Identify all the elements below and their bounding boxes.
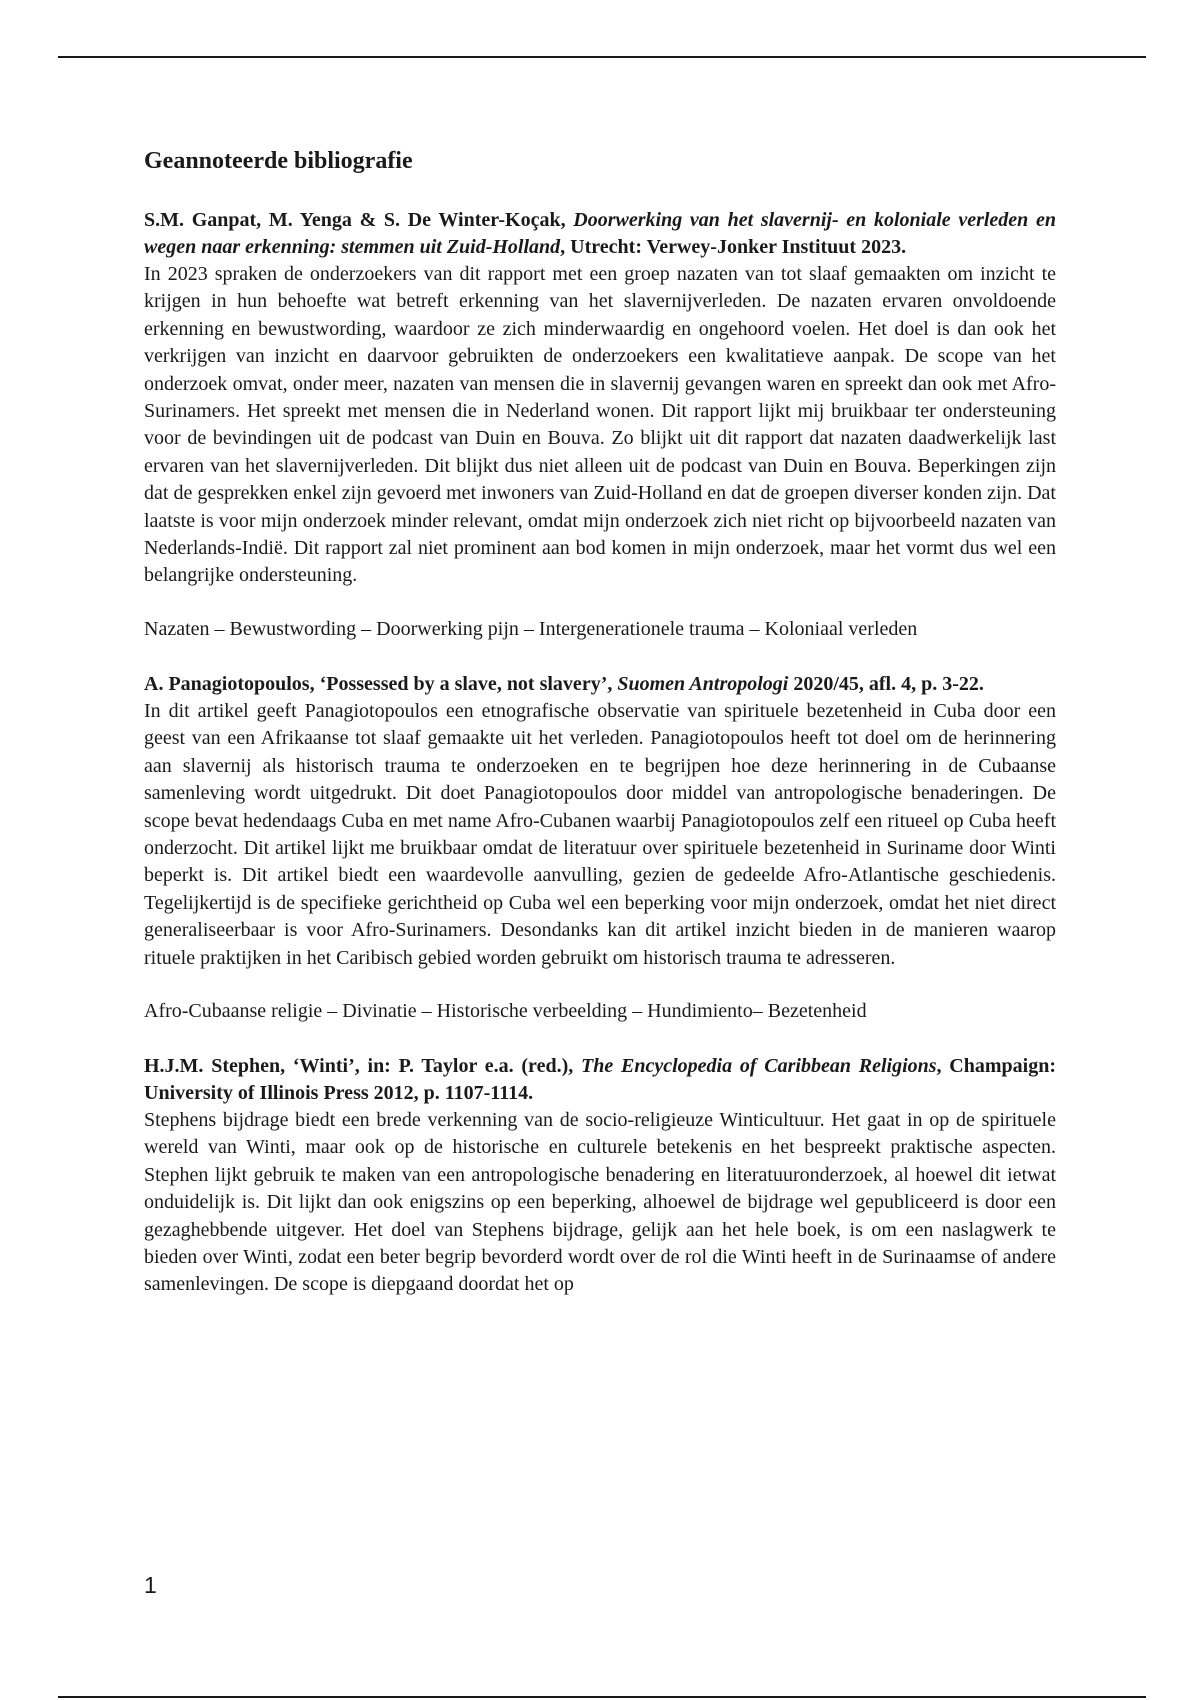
citation-publication: , Utrecht: Verwey-Jonker Instituut 2023. [560, 236, 907, 258]
citation-publication: , Champaign: University of Illinois Press 2012, p. 1107-1114. [144, 1054, 1056, 1104]
page-content [144, 145, 1056, 1327]
citation-authors: A. Panagiotopoulos, ‘Possessed by a slave, not slavery’, [144, 672, 618, 695]
citation-volume: 2020/45, afl. 4, p. 3-22. [788, 672, 984, 695]
citation-authors: S.M. Ganpat, M. Yenga & S. De Winter-Koçak, [144, 209, 574, 231]
citation-authors: H.J.M. Stephen, ‘Winti’, in: P. Taylor e.a. (red.), [144, 1054, 582, 1077]
document-title: Geannoteerde bibliografie [144, 148, 413, 174]
citation [144, 1053, 1056, 1107]
keywords: Afro-Cubaanse religie – Divinatie – Historische verbeelding – Hundimiento– Bezetenheid [144, 999, 867, 1022]
bibliography-entry [144, 207, 1056, 643]
annotation-text: In dit artikel geeft Panagiotopoulos een etnografische observatie van spirituele bezetenheid in Cuba door een geest van een Afrikaanse tot slaaf gemaakte uit het verleden. Panagiotopoulos heeft tot doel om de herinnering aan slavernij als historisch trauma te onderzoeken en te begrijpen hoe deze herinnering in de Cubaanse samenleving wordt uitgedrukt. Dit doet Panagiotopoulos door middel van antropologische benaderingen. De scope bevat hedendaags Cuba en met name Afro-Cubanen waarbij Panagiotopoulos zelf een ritueel op Cuba heeft onderzocht. Dit artikel lijkt me bruikbaar omdat de literatuur over spirituele bezetenheid in Suriname door Winti beperkt is. Dit artikel biedt een waardevolle aanvulling, gezien de gedeelde Afro-Atlantische geschiedenis. Tegelijkertijd is de specifieke gerichtheid op Cuba wel een beperking voor mijn onderzoek, omdat het niet direct generaliseerbaar is voor Afro-Surinamers. Desondanks kan dit artikel inzicht bieden in de manieren waarop rituele praktijken in het Caribisch gebied worden gebruikt om historisch trauma te adresseren. [144, 699, 1056, 969]
bibliography-entry [144, 671, 1056, 1025]
bibliography-entry [144, 1053, 1056, 1299]
top-rule [58, 56, 1146, 58]
citation-book-title: The Encyclopedia of Caribbean Religions [581, 1054, 937, 1077]
annotation-text: Stephens bijdrage biedt een brede verkenning van de socio-religieuze Winticultuur. Het gaat in op de spirituele wereld van Winti, maar ook op de historische en culturele betekenis en het bespreekt praktische aspecten. Stephen lijkt gebruik te maken van een antropologische benadering en literatuuronderzoek, al hoewel dit ietwat onduidelijk is. Dit lijkt dan ook enigszins op een beperking, alhoewel de bijdrage wel gepubliceerd is door een gezaghebbende uitgever. Het doel van Stephens bijdrage, gelijk aan het hele boek, is om een naslagwerk te bieden over Winti, zodat een beter begrip bevorderd wordt over de rol die Winti heeft in de Surinaamse of andere samenlevingen. De scope is diepgaand doordat het op [144, 1108, 1056, 1296]
citation-title: Doorwerking van het slavernij- en koloniale verleden en wegen naar erkenning: stemmen uit Zuid-Holland [144, 209, 1056, 258]
keywords: Nazaten – Bewustwording – Doorwerking pijn – Intergenerationele trauma – Koloniaal verleden [144, 617, 918, 640]
citation [144, 207, 1056, 261]
page-number: 1 [144, 1572, 157, 1598]
citation [144, 671, 1056, 698]
citation-journal: Suomen Antropologi [617, 672, 789, 695]
bottom-rule [58, 1696, 1146, 1698]
annotation-text: In 2023 spraken de onderzoekers van dit rapport met een groep nazaten van tot slaaf gemaakten om inzicht te krijgen in hun behoefte wat betreft erkenning van het slavernijverleden. De nazaten ervaren onvoldoende erkenning en bewustwording, waardoor ze zich minderwaardig en ongehoord voelen. Het doel is dan ook het verkrijgen van inzicht en daarvoor gebruikten de onderzoekers een kwalitatieve aanpak. De scope van het onderzoek omvat, onder meer, nazaten van mensen die in slavernij gevangen waren en spreekt dan ook met Afro-Surinamers. Het spreekt met mensen die in Nederland wonen. Dit rapport lijkt mij bruikbaar ter ondersteuning voor de bevindingen uit de podcast van Duin en Bouva. Zo blijkt uit dit rapport dat nazaten daadwerkelijk last ervaren van het slavernijverleden. Dit blijkt dus niet alleen uit de podcast van Duin en Bouva. Beperkingen zijn dat de gesprekken enkel zijn gevoerd met inwoners van Zuid-Holland en dat de groepen diverser konden zijn. Dat laatste is voor mijn onderzoek minder relevant, omdat mijn onderzoek zich niet richt op bijvoorbeeld nazaten van Nederlands-Indië. Dit rapport zal niet prominent aan bod komen in mijn onderzoek, maar het vormt dus wel een belangrijke ondersteuning. [144, 263, 1056, 587]
